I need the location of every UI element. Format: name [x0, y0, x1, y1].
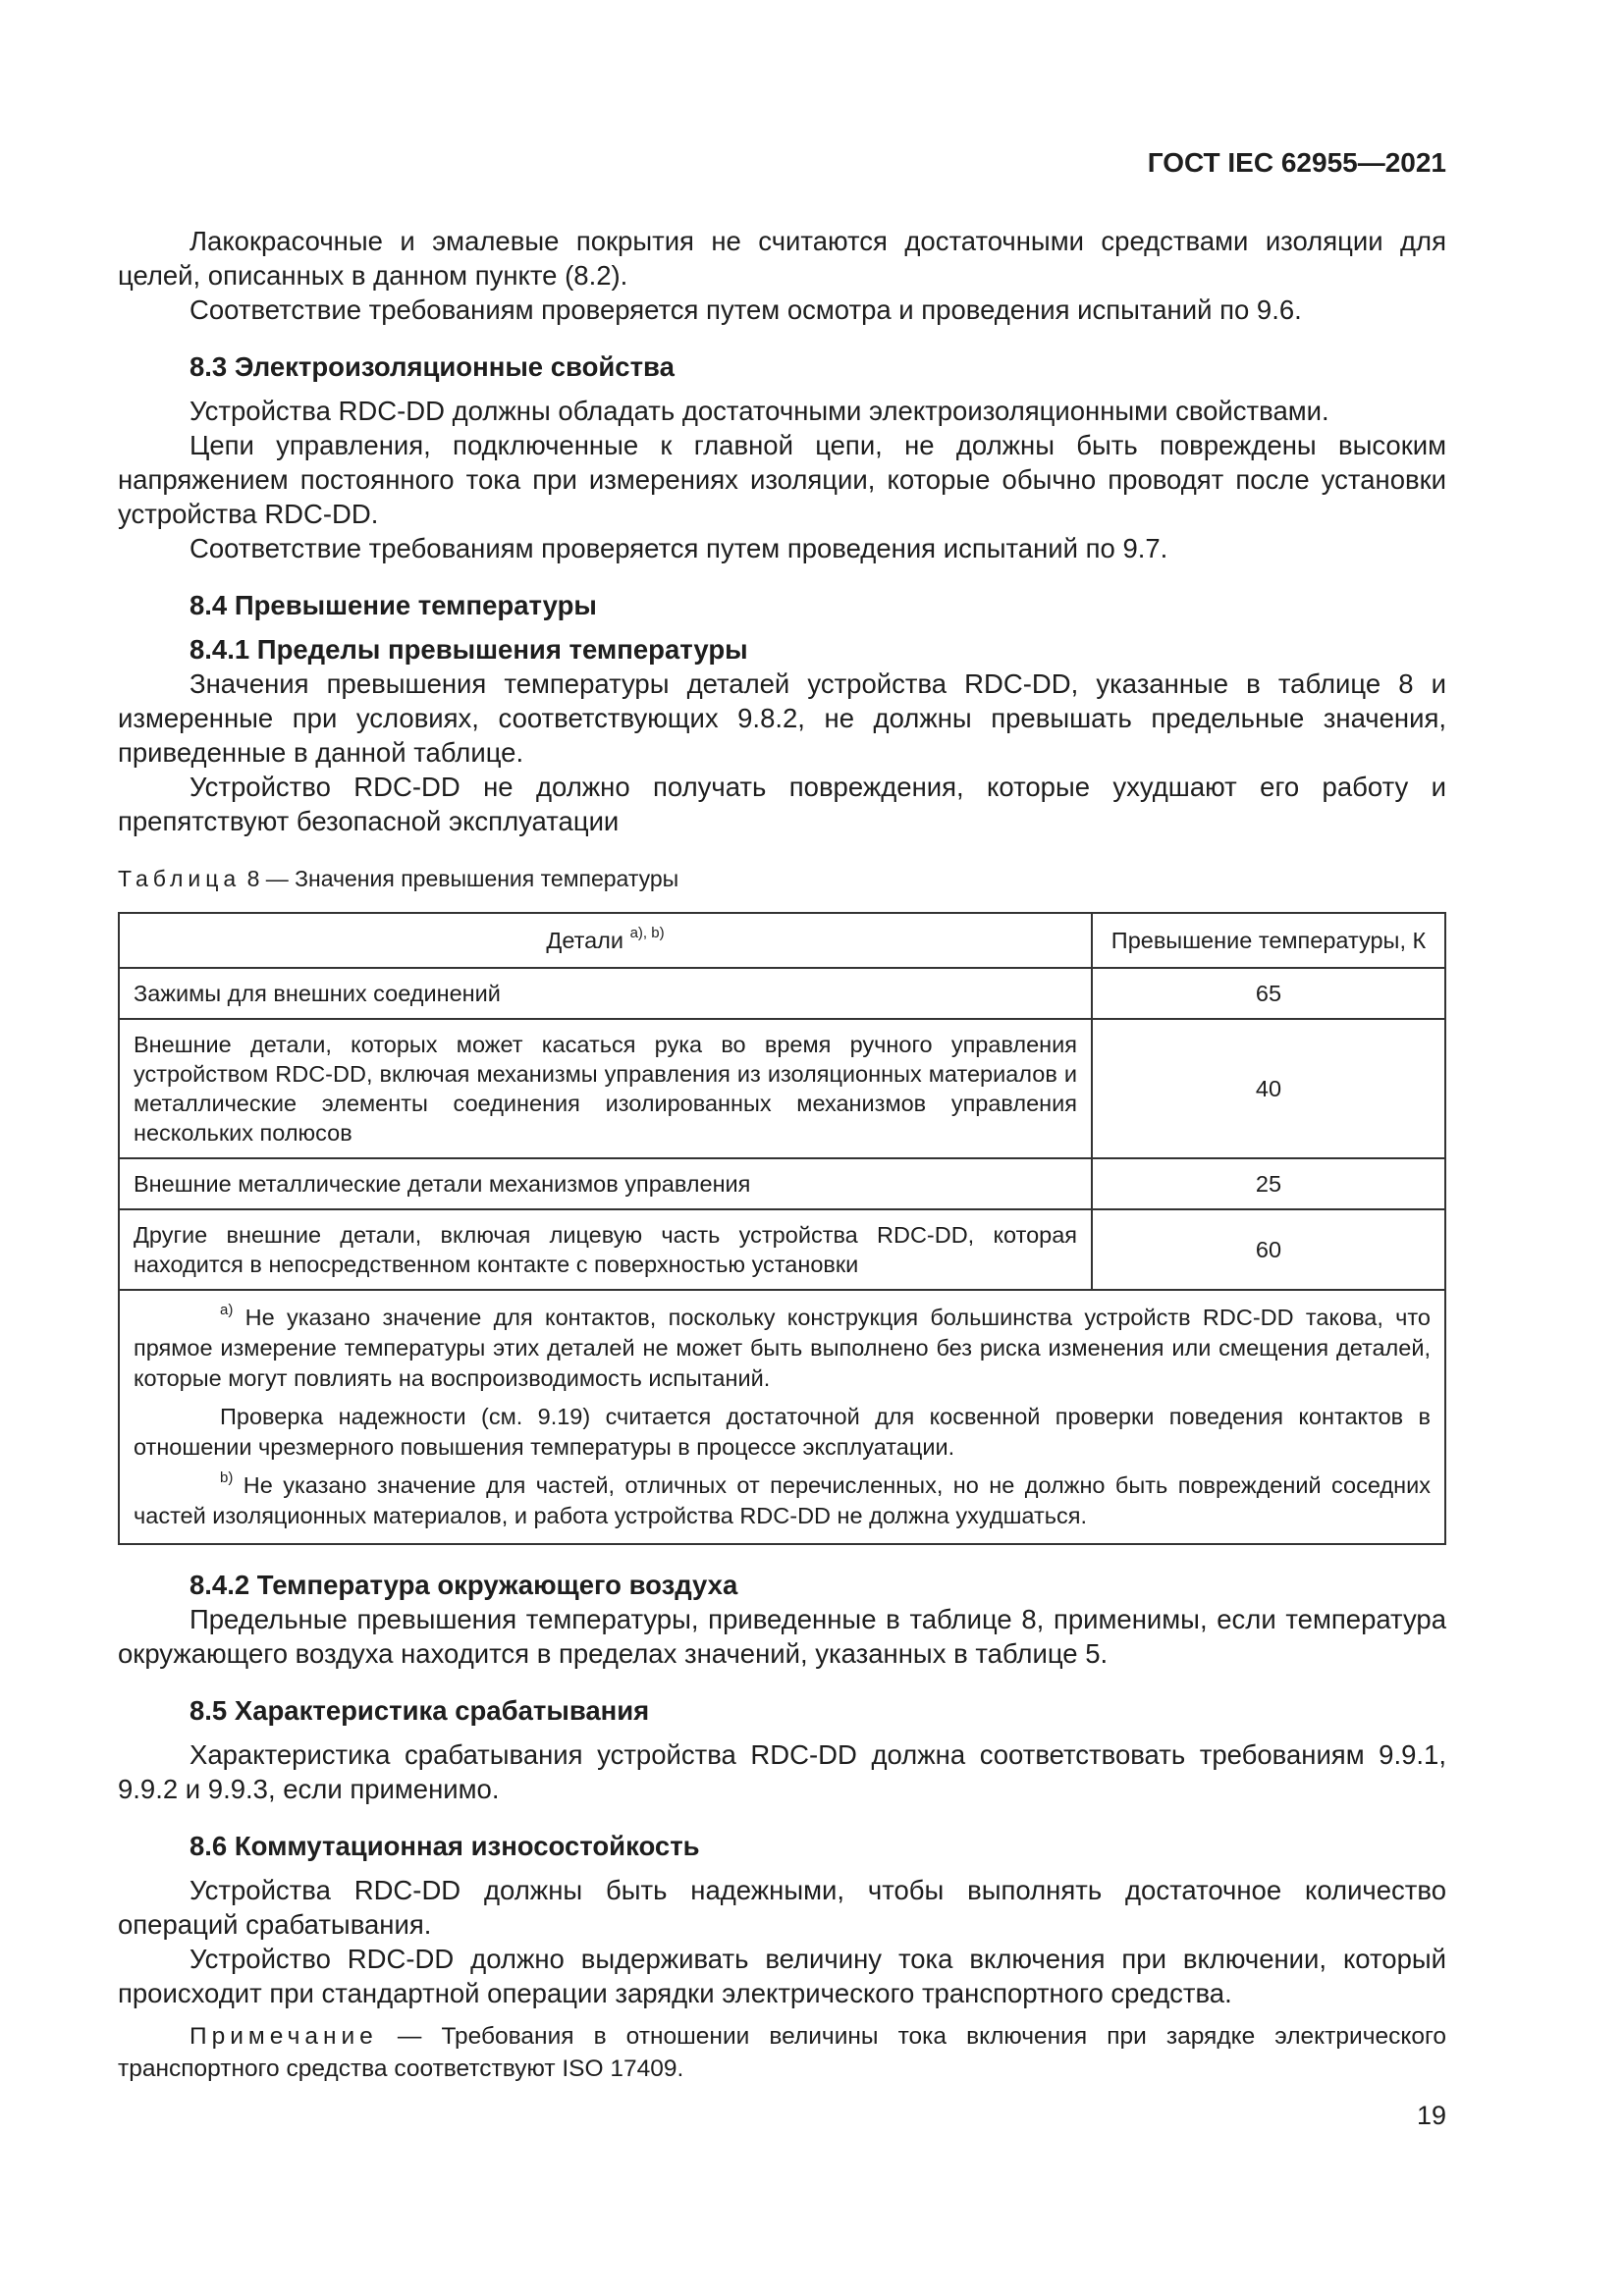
table-caption-title: 8 — Значения превышения температуры [246, 866, 679, 891]
paragraph-8-4-2-1: Предельные превышения температуры, приведенные в таблице 8, применимы, если температура окружающего воздуха находится в пределах значений, указанных в таблице 5. [118, 1604, 1446, 1669]
temperature-rise-table [118, 912, 1446, 1545]
table-footnotes-row [119, 1290, 1445, 1544]
table-cell-value: 65 [1092, 968, 1445, 1019]
section-heading-8-6: 8.6 Коммутационная износостойкость [189, 1831, 700, 1861]
footnote-b-mark: b) [220, 1469, 234, 1487]
note-paragraph [118, 2020, 1446, 2085]
table-header-row [119, 913, 1445, 968]
paragraph-8-4-1-2: Устройство RDC-DD не должно получать повреждения, которые ухудшают его работу и препятствуют безопасной эксплуатации [118, 772, 1446, 836]
table-cell-part: Внешние металлические детали механизмов управления [119, 1158, 1092, 1209]
footnote-a-continuation: Проверка надежности (см. 9.19) считается достаточной для косвенной проверки поведения контактов в отношении чрезмерного повышения температуры в процессе эксплуатации. [134, 1404, 1431, 1460]
section-heading-8-5: 8.5 Характеристика срабатывания [189, 1695, 650, 1726]
paragraph-8-4-1-1: Значения превышения температуры деталей устройства RDC-DD, указанные в таблице 8 и измеренные при условиях, соответствующих 9.8.2, не должны превышать предельные значения, приведенные в данной таблице. [118, 668, 1446, 768]
table-row [119, 1209, 1445, 1290]
section-heading-8-3: 8.3 Электроизоляционные свойства [189, 351, 675, 382]
footnote-a-mark: а) [220, 1302, 234, 1319]
paragraph-8-5-1: Характеристика срабатывания устройства RDC-DD должна соответствовать требованиям 9.9.1, 9.9.2 и 9.9.3, если применимо. [118, 1739, 1446, 1804]
section-heading-8-4-2: 8.4.2 Температура окружающего воздуха [189, 1570, 738, 1600]
paragraph-8-3-3: Соответствие требованиям проверяется путем проведения испытаний по 9.7. [189, 533, 1168, 563]
paragraph-lacquer: Лакокрасочные и эмалевые покрытия не считаются достаточными средствами изоляции для целей, описанных в данном пункте (8.2). [118, 226, 1446, 291]
footnote-a-text: Не указано значение для контактов, поскольку конструкция большинства устройств RDC-DD такова, что прямое измерение температуры этих деталей не может быть выполнено без риска изменения или смещения деталей, которые могут повлиять на воспроизводимость испытаний. [134, 1305, 1431, 1391]
document-header: ГОСТ IEC 62955—2021 [1147, 147, 1446, 178]
column-header-parts: Детали $^{а), b)}$ [119, 913, 1092, 968]
table-cell-value: 40 [1092, 1019, 1445, 1158]
paragraph-8-3-1: Устройства RDC-DD должны обладать достаточными электроизоляционными свойствами. [189, 396, 1329, 426]
paragraph-8-6-2: Устройство RDC-DD должно выдерживать величину тока включения при включении, который происходит при стандартной операции зарядки электрического транспортного средства. [118, 1944, 1446, 2008]
table-caption-word: Таблица [118, 866, 242, 891]
page-number: 19 [1416, 2101, 1446, 2130]
page-content [118, 224, 1446, 2085]
table-row [119, 1019, 1445, 1158]
column-header-temperature-rise: Превышение температуры, К [1092, 913, 1445, 968]
section-heading-8-4-1: 8.4.1 Пределы превышения температуры [189, 634, 748, 665]
table-cell-value: 25 [1092, 1158, 1445, 1209]
paragraph-8-3-2: Цепи управления, подключенные к главной цепи, не должны быть повреждены высоким напряжением постоянного тока при измерениях изоляции, которые обычно проводят после установки устройства RDC-DD. [118, 430, 1446, 529]
footnote-a [134, 1303, 1431, 1394]
footnote-b-text: Не указано значение для частей, отличных от перечисленных, но не должно быть повреждений соседних частей изоляционных материалов, и работа устройства RDC-DD не должна ухудшаться. [134, 1472, 1431, 1528]
footnote-b [134, 1470, 1431, 1531]
paragraph-8-6-1: Устройства RDC-DD должны быть надежными, чтобы выполнять достаточное количество операций срабатывания. [118, 1875, 1446, 1940]
paragraph-check-9-6: Соответствие требованиям проверяется путем осмотра и проведения испытаний по 9.6. [189, 294, 1302, 325]
table-cell-value: 60 [1092, 1209, 1445, 1290]
section-heading-8-4: 8.4 Превышение температуры [189, 590, 597, 620]
table-cell-part: Зажимы для внешних соединений [119, 968, 1092, 1019]
table-caption [118, 862, 1446, 896]
table-footnotes [119, 1290, 1445, 1544]
table-cell-part: Другие внешние детали, включая лицевую часть устройства RDC-DD, которая находится в непосредственном контакте с поверхностью установки [119, 1209, 1092, 1290]
table-row [119, 968, 1445, 1019]
column-header-footnote-marks: а), b) [629, 925, 665, 942]
note-label: Примечание [189, 2023, 378, 2050]
table-cell-part: Внешние детали, которых может касаться рука во время ручного управления устройством RDC-DD, включая механизмы управления из изоляционных материалов и металлические элементы соединения изолированных механизмов управления нескольких полюсов [119, 1019, 1092, 1158]
note-text: — Требования в отношении величины тока включения при зарядке электрического транспортного средства соответствуют ISO 17409. [118, 2023, 1446, 2082]
table-row [119, 1158, 1445, 1209]
